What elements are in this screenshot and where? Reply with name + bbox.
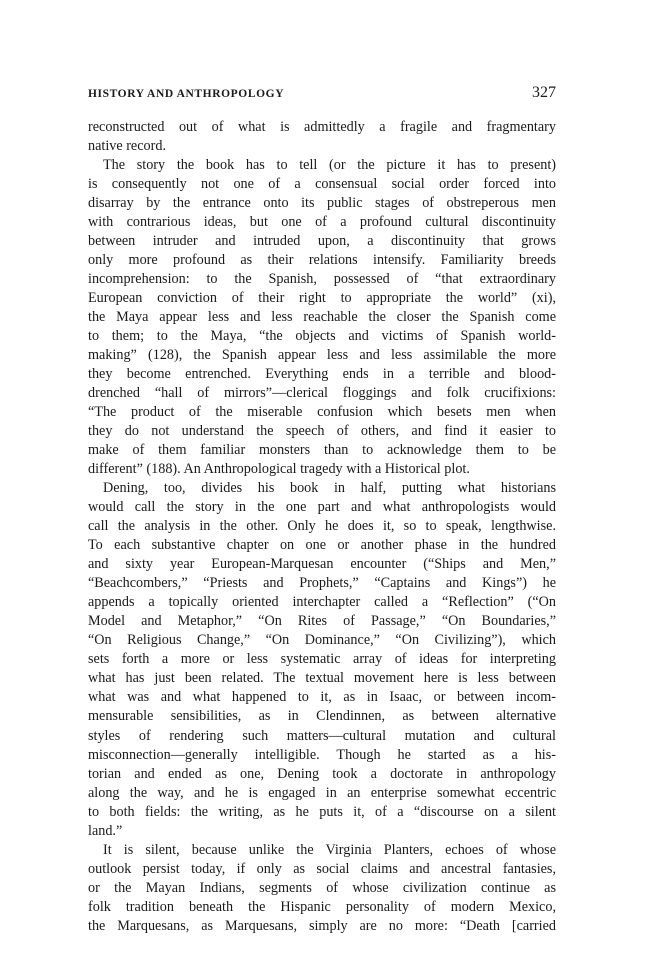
text-line: and sixty year European-Marquesan encounter (“Ships and Men,” xyxy=(88,556,556,573)
text-line: what has just been related. The textual movement here is less between xyxy=(88,670,556,687)
text-line: sets forth a more or less systematic array of ideas for interpreting xyxy=(88,651,556,668)
text-line: they do not understand the speech of others, and find it easier to xyxy=(88,423,556,440)
text-line: misconnection—generally intelligible. Though he started as a his- xyxy=(88,746,556,763)
text-line: disarray by the entrance onto its public stages of obstreperous men xyxy=(88,195,556,212)
text-line: mensurable sensibilities, as in Clendinnen, as between alternative xyxy=(88,708,556,725)
text-line: styles of rendering such matters—cultural mutation and cultural xyxy=(88,727,556,744)
text-line: the Maya appear less and less reachable the closer the Spanish come xyxy=(88,309,556,326)
text-line: outlook persist today, if only as social claims and ancestral fantasies, xyxy=(88,860,556,877)
text-line: would call the story in the one part and what anthropologists would xyxy=(88,499,556,516)
body-text xyxy=(88,118,556,936)
text-line: incomprehension: to the Spanish, possessed of “that extraordinary xyxy=(88,271,556,288)
page-number: 327 xyxy=(532,84,556,101)
text-line: appends a topically oriented interchapter called a “Reflection” (“On xyxy=(88,594,556,611)
text-line: reconstructed out of what is admittedly a fragile and fragmentary xyxy=(88,119,556,135)
text-line: To each substantive chapter on one or another phase in the hundred xyxy=(88,537,556,554)
text-line: It is silent, because unlike the Virginia Planters, echoes of whose xyxy=(103,841,556,858)
text-line: “The product of the miserable confusion which besets men when xyxy=(88,404,556,421)
running-head xyxy=(88,84,556,106)
text-line: with contrarious ideas, but one of a profound cultural discontinuity xyxy=(88,214,556,231)
running-title: HISTORY AND ANTHROPOLOGY xyxy=(88,88,285,100)
text-line: make of them familiar monsters than to acknowledge them to be xyxy=(88,442,556,459)
text-line: “Beachcombers,” “Priests and Prophets,” “Captains and Kings”) he xyxy=(88,575,556,592)
text-line: land.” xyxy=(88,822,123,839)
text-line: different” (188). An Anthropological tragedy with a Historical plot. xyxy=(88,461,470,478)
text-line: making” (128), the Spanish appear less and less assimilable the more xyxy=(88,347,556,364)
text-line: torian and ended as one, Dening took a doctorate in anthropology xyxy=(88,765,556,782)
text-line: folk tradition beneath the Hispanic personality of modern Mexico, xyxy=(88,898,556,915)
text-line: what was and what happened to it, as in Isaac, or between incom- xyxy=(88,689,556,706)
text-line: “On Religious Change,” “On Dominance,” “On Civilizing”), which xyxy=(88,632,556,649)
text-line: Dening, too, divides his book in half, putting what historians xyxy=(103,480,556,497)
text-line: they become entrenched. Everything ends in a terrible and blood- xyxy=(88,366,556,383)
text-line: to both fields: the writing, as he puts it, of a “discourse on a silent xyxy=(88,803,556,820)
text-line: along the way, and he is engaged in an enterprise somewhat eccentric xyxy=(88,784,556,801)
text-line: European conviction of their right to appropriate the world” (xi), xyxy=(88,290,556,307)
text-line: The story the book has to tell (or the picture it has to present) xyxy=(103,157,556,174)
text-line: to them; to the Maya, “the objects and victims of Spanish world- xyxy=(88,328,556,345)
text-line: only more profound as their relations intensify. Familiarity breeds xyxy=(88,252,556,269)
text-line: Model and Metaphor,” “On Rites of Passage,” “On Boundaries,” xyxy=(88,613,556,630)
text-line: is consequently not one of a consensual social order forced into xyxy=(88,176,556,193)
text-line: or the Mayan Indians, segments of whose civilization continue as xyxy=(88,879,556,896)
text-line: the Marquesans, as Marquesans, simply are no more: “Death [carried xyxy=(88,917,556,934)
text-line: call the analysis in the other. Only he does it, so to speak, lengthwise. xyxy=(88,518,556,535)
text-line: drenched “hall of mirrors”—clerical floggings and folk crucifixions: xyxy=(88,385,556,402)
text-line: between intruder and intruded upon, a discontinuity that grows xyxy=(88,233,556,250)
text-line: native record. xyxy=(88,138,166,155)
